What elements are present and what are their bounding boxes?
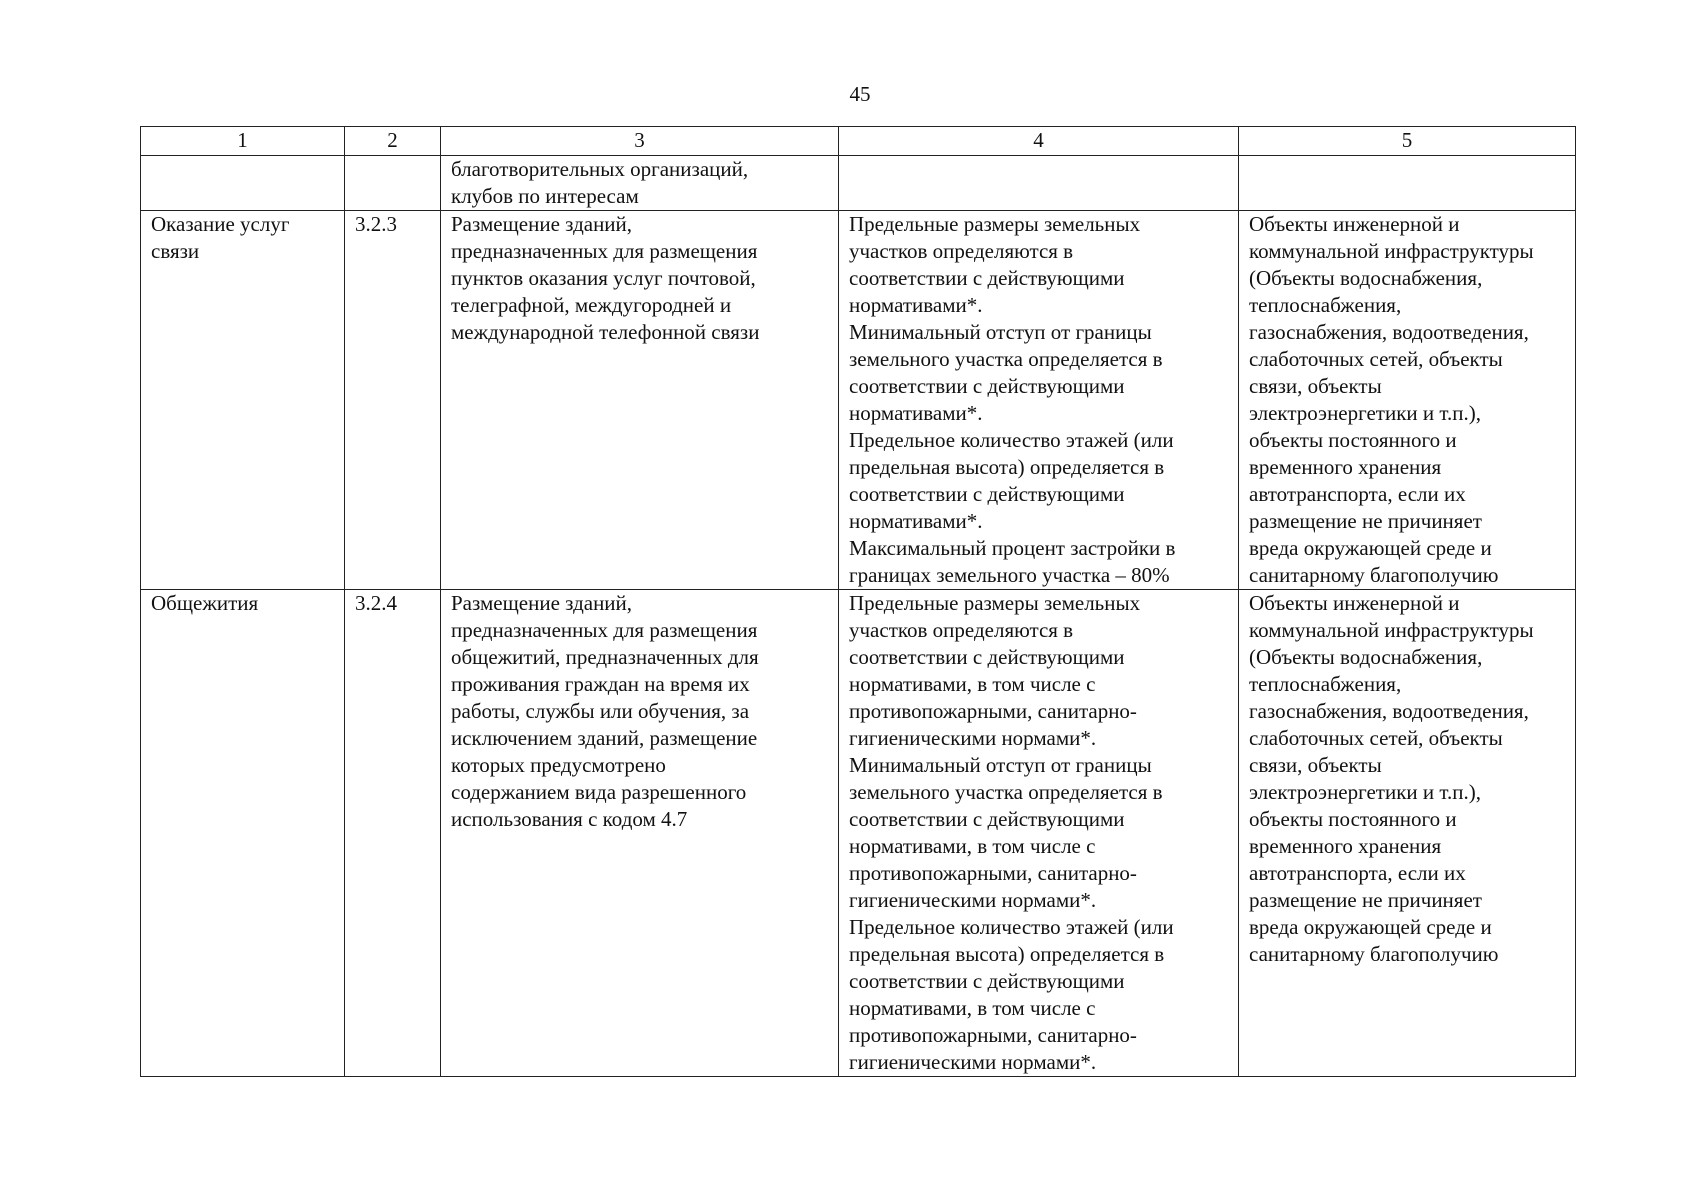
parameters-text-line: гигиеническими нормами*. bbox=[849, 726, 1097, 750]
description-text-line: Размещение зданий, bbox=[451, 212, 633, 236]
description-text-line: предназначенных для размещения bbox=[451, 239, 758, 263]
use-code-cell bbox=[345, 211, 441, 590]
description-text-line: пунктов оказания услуг почтовой, bbox=[451, 266, 756, 290]
column-number-row bbox=[141, 127, 1576, 156]
use-description-cell bbox=[441, 590, 839, 1077]
parameters-text-line: земельного участка определяется в bbox=[849, 347, 1163, 371]
use-code-cell bbox=[345, 156, 441, 211]
auxiliary-text-line: автотранспорта, если их bbox=[1249, 861, 1466, 885]
parameters-text-line: противопожарными, санитарно- bbox=[849, 861, 1137, 885]
parameters-text-line: соответствии с действующими bbox=[849, 266, 1125, 290]
use-description-cell bbox=[441, 211, 839, 590]
auxiliary-text-line: коммунальной инфраструктуры bbox=[1249, 618, 1534, 642]
auxiliary-text-line: слаботочных сетей, объекты bbox=[1249, 726, 1503, 750]
auxiliary-text-line: теплоснабжения, bbox=[1249, 293, 1402, 317]
description-text-line: исключением зданий, размещение bbox=[451, 726, 758, 750]
description-text-line: проживания граждан на время их bbox=[451, 672, 750, 696]
parameters-text-line: нормативами, в том числе с bbox=[849, 834, 1096, 858]
auxiliary-text-line: автотранспорта, если их bbox=[1249, 482, 1466, 506]
auxiliary-uses-cell bbox=[1239, 156, 1576, 211]
parameters-text-line: гигиеническими нормами*. bbox=[849, 888, 1097, 912]
parameters-cell bbox=[839, 211, 1239, 590]
auxiliary-text-line: газоснабжения, водоотведения, bbox=[1249, 320, 1529, 344]
description-text-line: телеграфной, междугородней и bbox=[451, 293, 732, 317]
parameters-text-line: участков определяются в bbox=[849, 618, 1074, 642]
parameters-text-line: Предельные размеры земельных bbox=[849, 591, 1141, 615]
description-text-line: использования с кодом 4.7 bbox=[451, 807, 688, 831]
page-number: 45 bbox=[849, 82, 871, 106]
use-name-cell bbox=[141, 156, 345, 211]
parameters-text-line: нормативами*. bbox=[849, 401, 983, 425]
auxiliary-text-line: связи, объекты bbox=[1249, 374, 1382, 398]
name-text-line: Общежития bbox=[151, 591, 259, 615]
parameters-text-line: нормативами, в том числе с bbox=[849, 996, 1096, 1020]
name-text-line: Оказание услуг bbox=[151, 212, 290, 236]
parameters-text-line: соответствии с действующими bbox=[849, 807, 1125, 831]
use-description-cell bbox=[441, 156, 839, 211]
auxiliary-uses-cell bbox=[1239, 211, 1576, 590]
column-number-4: 4 bbox=[839, 127, 1239, 156]
parameters-text-line: соответствии с действующими bbox=[849, 645, 1125, 669]
parameters-text-line: нормативами*. bbox=[849, 293, 983, 317]
auxiliary-text-line: вреда окружающей среде и bbox=[1249, 536, 1492, 560]
auxiliary-text-line: (Объекты водоснабжения, bbox=[1249, 266, 1483, 290]
column-number-2: 2 bbox=[345, 127, 441, 156]
parameters-text-line: Максимальный процент застройки в bbox=[849, 536, 1176, 560]
table-row bbox=[141, 156, 1576, 211]
code-text-line: 3.2.3 bbox=[355, 212, 397, 236]
auxiliary-text-line: газоснабжения, водоотведения, bbox=[1249, 699, 1529, 723]
parameters-text-line: противопожарными, санитарно- bbox=[849, 699, 1137, 723]
auxiliary-text-line: временного хранения bbox=[1249, 455, 1442, 479]
parameters-text-line: противопожарными, санитарно- bbox=[849, 1023, 1137, 1047]
description-text-line: предназначенных для размещения bbox=[451, 618, 758, 642]
parameters-text-line: Предельное количество этажей (или bbox=[849, 428, 1174, 452]
name-text-line: связи bbox=[151, 239, 200, 263]
auxiliary-text-line: объекты постоянного и bbox=[1249, 428, 1457, 452]
use-code-cell bbox=[345, 590, 441, 1077]
parameters-cell bbox=[839, 156, 1239, 211]
parameters-text-line: предельная высота) определяется в bbox=[849, 455, 1165, 479]
parameters-text-line: границах земельного участка – 80% bbox=[849, 563, 1170, 587]
use-name-cell bbox=[141, 590, 345, 1077]
table-row bbox=[141, 590, 1576, 1077]
parameters-text-line: предельная высота) определяется в bbox=[849, 942, 1165, 966]
parameters-text-line: соответствии с действующими bbox=[849, 969, 1125, 993]
description-text-line: благотворительных организаций, bbox=[451, 157, 749, 181]
auxiliary-text-line: временного хранения bbox=[1249, 834, 1442, 858]
parameters-text-line: Предельные размеры земельных bbox=[849, 212, 1141, 236]
parameters-text-line: Предельное количество этажей (или bbox=[849, 915, 1174, 939]
auxiliary-text-line: размещение не причиняет bbox=[1249, 888, 1482, 912]
parameters-text-line: Минимальный отступ от границы bbox=[849, 320, 1152, 344]
use-name-cell bbox=[141, 211, 345, 590]
auxiliary-text-line: объекты постоянного и bbox=[1249, 807, 1457, 831]
auxiliary-text-line: вреда окружающей среде и bbox=[1249, 915, 1492, 939]
auxiliary-text-line: размещение не причиняет bbox=[1249, 509, 1482, 533]
description-text-line: общежитий, предназначенных для bbox=[451, 645, 759, 669]
auxiliary-text-line: слаботочных сетей, объекты bbox=[1249, 347, 1503, 371]
parameters-cell bbox=[839, 590, 1239, 1077]
auxiliary-text-line: теплоснабжения, bbox=[1249, 672, 1402, 696]
description-text-line: Размещение зданий, bbox=[451, 591, 633, 615]
auxiliary-text-line: коммунальной инфраструктуры bbox=[1249, 239, 1534, 263]
parameters-text-line: земельного участка определяется в bbox=[849, 780, 1163, 804]
column-number-5: 5 bbox=[1239, 127, 1576, 156]
parameters-text-line: соответствии с действующими bbox=[849, 374, 1125, 398]
parameters-text-line: нормативами*. bbox=[849, 509, 983, 533]
description-text-line: содержанием вида разрешенного bbox=[451, 780, 747, 804]
auxiliary-text-line: Объекты инженерной и bbox=[1249, 591, 1460, 615]
land-use-table bbox=[140, 126, 1576, 1077]
column-number-3: 3 bbox=[441, 127, 839, 156]
description-text-line: работы, службы или обучения, за bbox=[451, 699, 750, 723]
description-text-line: клубов по интересам bbox=[451, 184, 639, 208]
code-text-line: 3.2.4 bbox=[355, 591, 397, 615]
parameters-text-line: гигиеническими нормами*. bbox=[849, 1050, 1097, 1074]
table-row bbox=[141, 211, 1576, 590]
auxiliary-text-line: электроэнергетики и т.п.), bbox=[1249, 401, 1481, 425]
column-number-1: 1 bbox=[141, 127, 345, 156]
parameters-text-line: участков определяются в bbox=[849, 239, 1074, 263]
auxiliary-text-line: санитарному благополучию bbox=[1249, 563, 1499, 587]
description-text-line: которых предусмотрено bbox=[451, 753, 666, 777]
parameters-text-line: Минимальный отступ от границы bbox=[849, 753, 1152, 777]
auxiliary-uses-cell bbox=[1239, 590, 1576, 1077]
auxiliary-text-line: электроэнергетики и т.п.), bbox=[1249, 780, 1481, 804]
auxiliary-text-line: (Объекты водоснабжения, bbox=[1249, 645, 1483, 669]
auxiliary-text-line: санитарному благополучию bbox=[1249, 942, 1499, 966]
parameters-text-line: нормативами, в том числе с bbox=[849, 672, 1096, 696]
description-text-line: международной телефонной связи bbox=[451, 320, 760, 344]
auxiliary-text-line: Объекты инженерной и bbox=[1249, 212, 1460, 236]
auxiliary-text-line: связи, объекты bbox=[1249, 753, 1382, 777]
parameters-text-line: соответствии с действующими bbox=[849, 482, 1125, 506]
